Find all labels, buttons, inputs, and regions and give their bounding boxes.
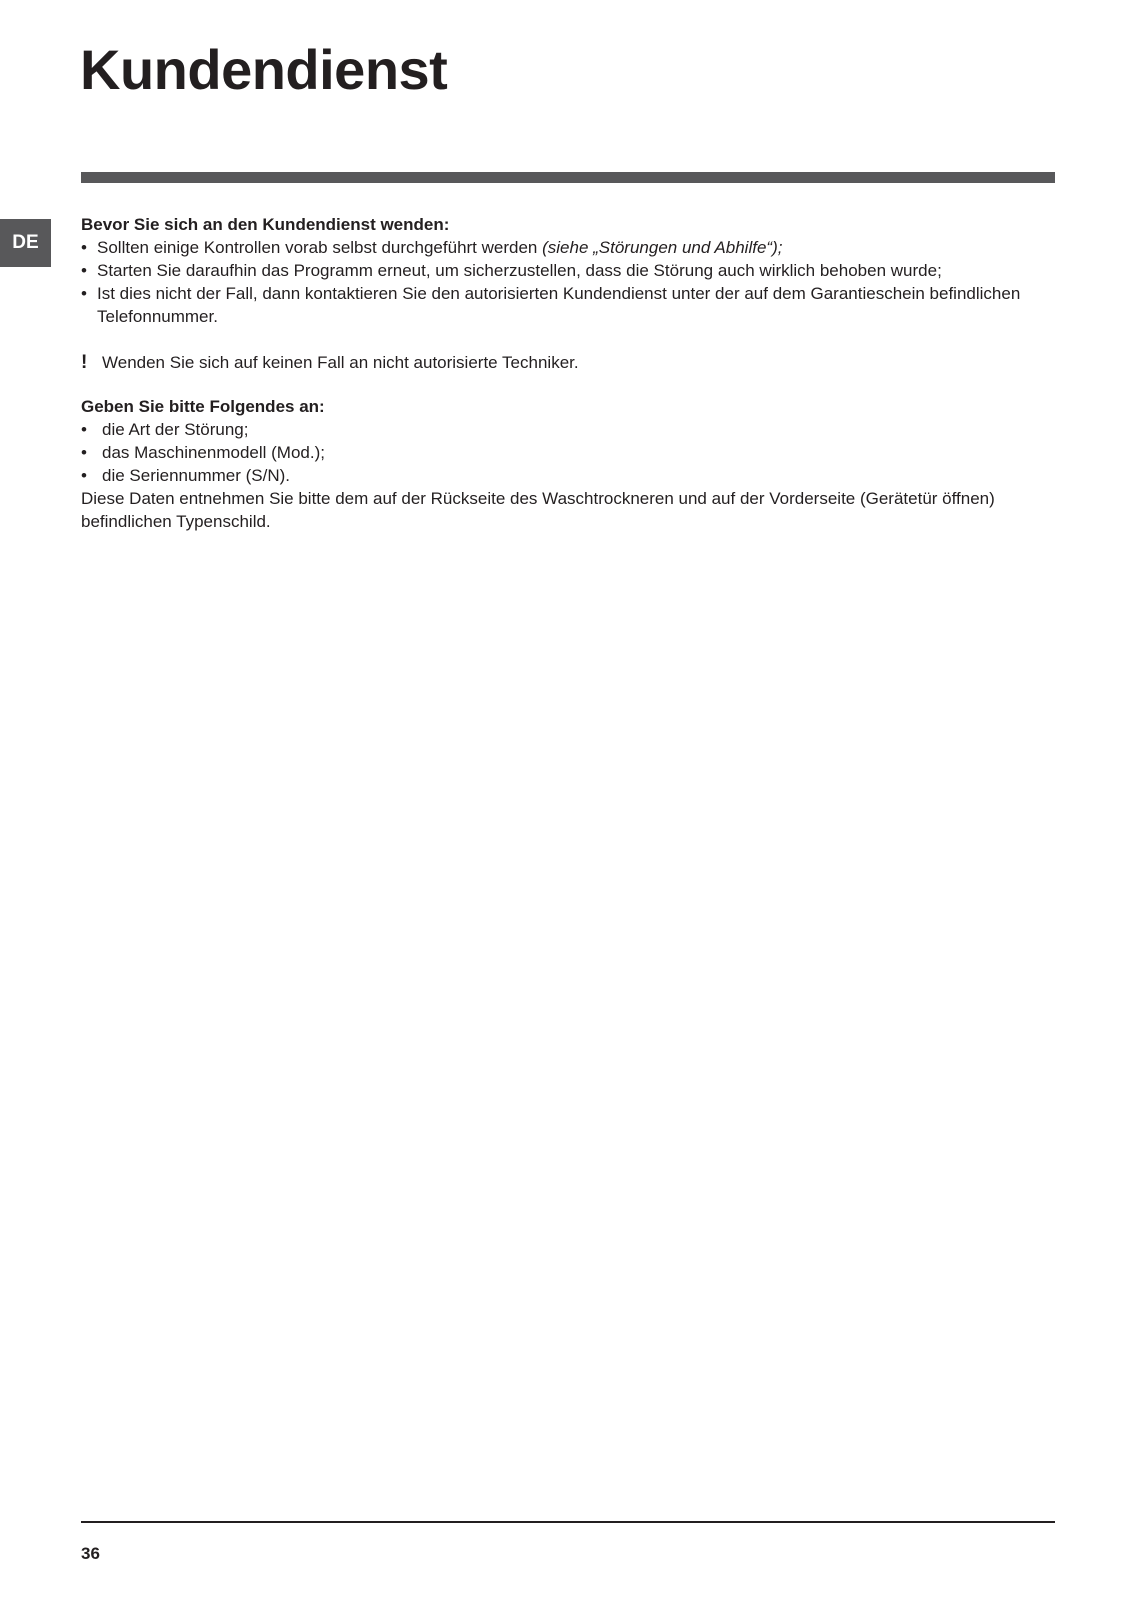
language-tab: DE [0,219,51,267]
list-item: • das Maschinenmodell (Mod.); [81,441,1061,464]
list-item: • die Seriennummer (S/N). [81,464,1061,487]
footer-divider [81,1521,1055,1523]
list-item: • die Art der Störung; [81,418,1061,441]
list-item: • Sollten einige Kontrollen vorab selbst durchgeführt werden (siehe „Störungen und Abhilfe“); [81,236,1061,259]
section-required-info [81,395,1061,533]
main-content [81,213,1061,533]
type-plate-paragraph: Diese Daten entnehmen Sie bitte dem auf der Rückseite des Waschtrockneren und auf der Vorderseite (Gerätetür öffnen) befindlichen Typenschild. [81,489,995,531]
section-heading-before-service: Bevor Sie sich an den Kundendienst wenden: [81,215,450,234]
warning-note [81,351,1061,374]
page-title: Kundendienst [80,38,448,101]
title-divider-bar [81,172,1055,183]
page-number: 36 [81,1544,100,1563]
checklist-before-service [81,236,1061,328]
list-item: • Ist dies nicht der Fall, dann kontaktieren Sie den autorisierten Kundendienst unter der auf dem Garantieschein befindlichen Telefonnummer. [81,282,1061,328]
list-item: • Starten Sie daraufhin das Programm erneut, um sicherzustellen, dass die Störung auch wirklich behoben wurde; [81,259,1061,282]
exclamation-icon: ! [81,352,88,373]
cross-reference: (siehe „Störungen und Abhilfe“); [542,238,783,257]
warning-text: Wenden Sie sich auf keinen Fall an nicht autorisierte Techniker. [102,353,579,372]
section-heading-required-info: Geben Sie bitte Folgendes an: [81,397,325,416]
required-info-list [81,418,1061,487]
